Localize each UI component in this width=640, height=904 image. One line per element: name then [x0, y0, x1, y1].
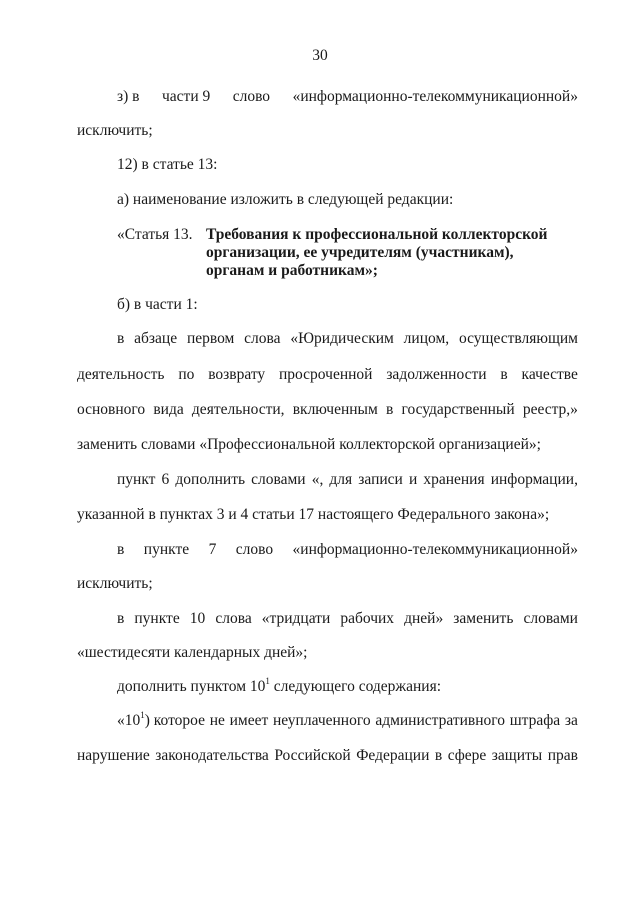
word: словами [523, 610, 578, 627]
paragraph-3-line-2: исключить; [77, 575, 153, 592]
paragraph-2-line-1 [117, 471, 578, 489]
word: прав [547, 747, 578, 764]
word: Федерации [356, 747, 430, 764]
word: в [500, 366, 508, 383]
word: не [209, 712, 225, 729]
paragraph-4-line-1 [117, 610, 578, 628]
word: информации, [490, 471, 578, 488]
word: неуплаченного [273, 712, 371, 729]
word: пункте [143, 541, 190, 558]
word: в [117, 330, 125, 347]
item-b-heading: б) в части 1: [117, 296, 198, 313]
word: 6 [161, 471, 170, 488]
word: части 9 [161, 88, 211, 105]
paragraph-5-line-1 [117, 675, 442, 696]
word: за [564, 712, 578, 729]
item-12-heading: 12) в статье 13: [117, 156, 218, 173]
word: дней» [404, 610, 444, 627]
item-a-text: а) наименование изложить в следующей редакции: [117, 191, 454, 208]
word: слова [215, 610, 252, 627]
word: сфере [447, 747, 487, 764]
word: деятельность [77, 366, 165, 383]
word: «, [311, 471, 324, 488]
word: записи [358, 471, 403, 488]
word: в [434, 747, 443, 764]
word: «тридцати [261, 610, 331, 627]
word: рабочих [340, 610, 395, 627]
word: реестр,» [522, 401, 578, 418]
word: 7 [208, 541, 217, 558]
page-number: 30 [312, 47, 328, 64]
word: качестве [521, 366, 578, 383]
word [117, 709, 205, 730]
word: административного [375, 712, 505, 729]
article-title-line-2: организации, ее учредителям (участникам), [206, 244, 514, 261]
word: вида [153, 401, 184, 418]
paragraph-1-line-4: заменить словами «Профессиональной коллекторской организацией»; [77, 436, 541, 453]
word: в [117, 541, 125, 558]
word: по [178, 366, 195, 383]
z-item-continuation: исключить; [77, 122, 153, 139]
article-label: «Статья 13. [117, 226, 193, 243]
word: 10 [189, 610, 206, 627]
paragraph-6-line-2 [77, 747, 578, 765]
word: пункте [134, 610, 180, 627]
word: осуществляющим [458, 330, 578, 347]
word: штрафа [509, 712, 561, 729]
word: слово [235, 541, 274, 558]
text-segment: «10 [117, 712, 141, 729]
article-title-line-1: Требования к профессиональной коллекторской [206, 226, 548, 243]
word: нарушение [77, 747, 150, 764]
word: «информационно-телекоммуникационной» [292, 88, 578, 105]
word: заменить [453, 610, 514, 627]
word: включенным [292, 401, 378, 418]
word: имеет [229, 712, 269, 729]
paragraph-1-line-2 [77, 366, 578, 384]
word: дополнить [175, 471, 246, 488]
text-segment: следующего содержания: [269, 678, 442, 695]
word: законодательства [155, 747, 269, 764]
word: словами [251, 471, 306, 488]
word: и [408, 471, 418, 488]
word: возврату [208, 366, 266, 383]
z-item-line [117, 88, 578, 106]
paragraph-4-line-2: «шестидесяти календарных дней»; [77, 644, 308, 661]
paragraph-1-line-3 [77, 401, 578, 419]
word: государственный [401, 401, 515, 418]
word: з) в [117, 88, 140, 105]
text-segment: дополнить пунктом 10 [117, 678, 266, 695]
superscript: 1 [265, 675, 270, 686]
word: для [329, 471, 353, 488]
word: хранения [423, 471, 485, 488]
word: основного [77, 401, 146, 418]
text-segment: ) которое [144, 712, 205, 729]
word: в [117, 610, 125, 627]
word: защиты [491, 747, 543, 764]
word: просроченной [279, 366, 373, 383]
article-title-line-3: органам и работникам»; [206, 262, 378, 279]
word: деятельности, [191, 401, 285, 418]
word: слова [244, 330, 281, 347]
word: абзаце [134, 330, 178, 347]
paragraph-6-line-1 [117, 709, 578, 730]
word: первом [186, 330, 235, 347]
word: пункт [117, 471, 156, 488]
word: задолженности [386, 366, 487, 383]
paragraph-3-line-1 [117, 541, 578, 559]
word: лицом, [403, 330, 450, 347]
word: Российской [274, 747, 351, 764]
superscript: 1 [140, 709, 145, 720]
word: слово [232, 88, 271, 105]
word: «информационно-телекоммуникационной» [292, 541, 578, 558]
word: «Юридическим [290, 330, 394, 347]
word: в [385, 401, 394, 418]
paragraph-1-line-1 [117, 330, 578, 348]
paragraph-2-line-2: указанной в пунктах 3 и 4 статьи 17 настоящего Федерального закона»; [77, 506, 550, 523]
